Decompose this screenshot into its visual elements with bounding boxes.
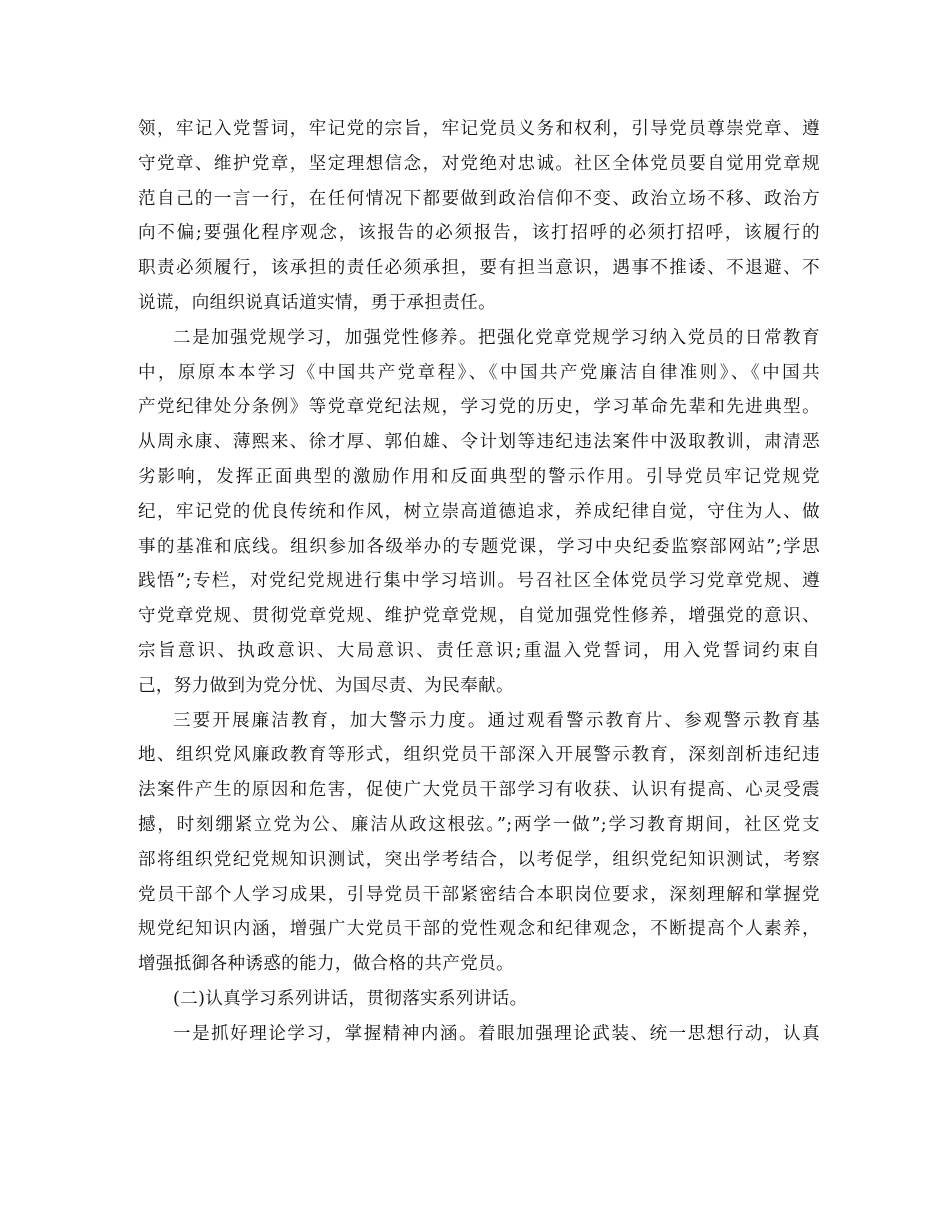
text-line: 中，原原本本学习《中国共产党章程》、《中国共产党廉洁自律准则》、《中国共 xyxy=(138,362,820,383)
paragraph-3 xyxy=(138,704,820,982)
text-line: 宗旨意识、执政意识、大局意识、责任意识;重温入党誓词，用入党誓词约束自 xyxy=(138,640,820,661)
text-line: 事的基准和底线。组织参加各级举办的专题党课，学习中央纪委监察部网站”;学思 xyxy=(138,536,820,557)
text-line: 向不偏;要强化程序观念，该报告的必须报告，该打招呼的必须打招呼，该履行的 xyxy=(138,223,820,244)
paragraph-1 xyxy=(138,112,820,321)
text-line: (二)认真学习系列讲话，贯彻落实系列讲话。 xyxy=(173,988,528,1009)
text-line: 地、组织党风廉政教育等形式，组织党员干部深入开展警示教育，深刻剖析违纪违 xyxy=(138,745,820,766)
text-line: 撼，时刻绷紧立党为公、廉洁从政这根弦。”;两学一做”;学习教育期间，社区党支 xyxy=(138,814,820,835)
text-line: 守党章、维护党章，坚定理想信念，对党绝对忠诚。社区全体党员要自觉用党章规 xyxy=(138,153,820,174)
text-line: 三要开展廉洁教育，加大警示力度。通过观看警示教育片、参观警示教育基 xyxy=(173,710,820,731)
text-line: 从周永康、薄熙来、徐才厚、郭伯雄、令计划等违纪违法案件中汲取教训，肃清恶 xyxy=(138,432,820,453)
text-line: 部将组织党纪党规知识测试，突出学考结合，以考促学，组织党纪知识测试，考察 xyxy=(138,849,820,870)
text-line: 劣影响，发挥正面典型的激励作用和反面典型的警示作用。引导党员牢记党规党 xyxy=(138,466,820,487)
text-line: 职责必须履行，该承担的责任必须承担，要有担当意识，遇事不推诿、不退避、不 xyxy=(138,258,820,279)
text-line: 纪，牢记党的优良传统和作风，树立崇高道德追求，养成纪律自觉，守住为人、做 xyxy=(138,501,820,522)
paragraph-2 xyxy=(138,321,820,704)
document-body xyxy=(138,112,820,1052)
text-line: 己，努力做到为党分忧、为国尽责、为民奉献。 xyxy=(138,675,514,696)
paragraph-4 xyxy=(138,1017,820,1052)
text-line: 规党纪知识内涵，增强广大党员干部的党性观念和纪律观念，不断提高个人素养， xyxy=(138,919,820,940)
text-line: 产党纪律处分条例》等党章党纪法规，学习党的历史，学习革命先辈和先进典型。 xyxy=(138,397,820,418)
text-line: 党员干部个人学习成果，引导党员干部紧密结合本职岗位要求，深刻理解和掌握党 xyxy=(138,884,820,905)
text-line: 法案件产生的原因和危害，促使广大党员干部学习有收获、认识有提高、心灵受震 xyxy=(138,780,820,801)
text-line: 践悟”;专栏，对党纪党规进行集中学习培训。号召社区全体党员学习党章党规、遵 xyxy=(138,571,820,592)
text-line: 守党章党规、贯彻党章党规、维护党章党规，自觉加强党性修养，增强党的意识、 xyxy=(138,606,820,627)
text-line: 说谎，向组织说真话道实情，勇于承担责任。 xyxy=(138,292,496,313)
text-line: 范自己的一言一行，在任何情况下都要做到政治信仰不变、政治立场不移、政治方 xyxy=(138,188,820,209)
text-line: 领，牢记入党誓词，牢记党的宗旨，牢记党员义务和权利，引导党员尊崇党章、遵 xyxy=(138,119,820,139)
text-line: 增强抵御各种诱惑的能力，做合格的共产党员。 xyxy=(138,954,514,975)
section-heading xyxy=(138,982,820,1017)
text-line: 一是抓好理论学习，掌握精神内涵。着眼加强理论武装、统一思想行动，认真 xyxy=(173,1023,820,1044)
text-line: 二是加强党规学习，加强党性修养。把强化党章党规学习纳入党员的日常教育 xyxy=(173,327,820,348)
